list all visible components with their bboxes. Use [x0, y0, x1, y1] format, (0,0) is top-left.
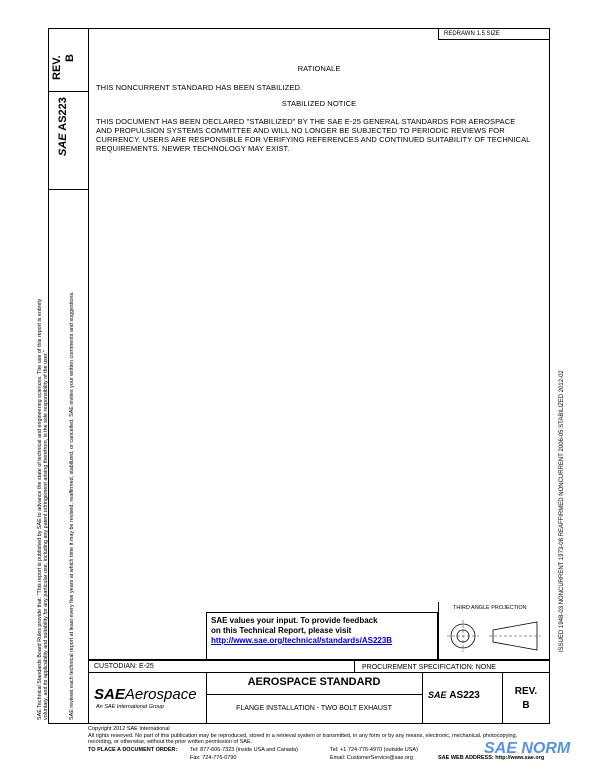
- rev-value-block: B: [522, 700, 530, 711]
- rationale-title: RATIONALE: [297, 64, 341, 73]
- tel-intl: Tel: +1 724-776-4970 (outside USA): [330, 747, 418, 753]
- fax: Fax: 724-776-0790: [190, 755, 237, 761]
- left-disclaimer-3: SAE reviews each technical report at least every five years at which time it may be revised, reaffirmed, stabilized, or cancelled. SAE invites your written comments and suggestions.: [69, 291, 75, 720]
- web-address[interactable]: SAE WEB ADDRESS: http://www.sae.org: [438, 755, 545, 761]
- feedback-link[interactable]: http://www.sae.org/technical/standards/AS223B: [211, 636, 393, 645]
- rev-label-side: REV.: [51, 55, 63, 80]
- rev-value-side: B: [64, 54, 76, 62]
- history-dates: ISSUED 1948-03 NONCURRENT 1973-08 REAFFIRMED NONCURRENT 2006-05 STABILIZED 2012-02: [559, 370, 565, 652]
- email: Email: CustomerService@sae.org: [330, 755, 413, 761]
- left-disclaimer-2: voluntary, and its applicability and suitability for any particular use, including any patent infringement arising therefrom, is the sole responsibility of the user.": [43, 350, 49, 720]
- notice-text: THIS DOCUMENT HAS BEEN DECLARED "STABILIZED" BY THE SAE E-25 GENERAL STANDARDS FOR AEROSPACE AND PROPULSION SYSTEMS COMMITTEE AND WILL NO LONGER BE SUBJECTED TO PERIODIC REVIEWS FOR CURRENCY. USERS ARE RESPONSIBLE FOR VERIFYING REFERENCES AND CONTINUED SUITABILITY OF TECHNICAL REQUIREMENTS. NEWER TECHNOLOGY MAY EXIST.: [96, 117, 531, 153]
- feedback-line2: on this Technical Report, please visit: [211, 626, 352, 635]
- doc-id-block: SAE AS223: [428, 690, 480, 701]
- order-label: TO PLACE A DOCUMENT ORDER:: [88, 747, 178, 753]
- notice-title: STABILIZED NOTICE: [281, 99, 357, 108]
- rights2: recording, or otherwise, without the prior written permission of SAE.: [88, 739, 253, 745]
- rev-label-block: REV.: [514, 686, 538, 697]
- left-disclaimer-1: SAE Technical Standards Board Rules provide that: "This report is published by SAE to advance the state of technical and engineering sciences. The use of this report is entirely: [37, 298, 43, 720]
- projection-label: THIRD ANGLE PROJECTION: [453, 605, 527, 611]
- feedback-line1: SAE values your input. To provide feedback: [211, 616, 378, 625]
- rationale-text: THIS NONCURRENT STANDARD HAS BEEN STABILIZED.: [96, 83, 303, 92]
- custodian: CUSTODIAN: E-25: [94, 663, 154, 670]
- standard-heading: AEROSPACE STANDARD: [247, 676, 381, 688]
- third-angle-projection-icon: [445, 616, 545, 656]
- sae-aerospace-logo: SAEAerospace An SAE International Group: [94, 686, 197, 710]
- projection-box: [438, 602, 550, 660]
- watermark-logo: SAE NORM: [484, 740, 571, 757]
- doc-id-side: SAE AS223: [57, 97, 69, 156]
- tel-usa: Tel: 877-606-7323 (inside USA and Canada): [190, 747, 298, 753]
- procurement-spec: PROCUREMENT SPECIFICATION: NONE: [362, 664, 496, 671]
- frame-number: REDRAWN 1.5 SIZE: [444, 31, 500, 37]
- rights: All rights reserved. No part of this publication may be reproduced, stored in a retrieval system or transmitted, in any form or by any means, electronic, mechanical, photocopying,: [88, 732, 518, 739]
- feedback-box: [206, 612, 438, 660]
- document-title: FLANGE INSTALLATION - TWO BOLT EXHAUST: [236, 705, 392, 712]
- copyright: Copyright 2012 SAE International: [88, 726, 170, 732]
